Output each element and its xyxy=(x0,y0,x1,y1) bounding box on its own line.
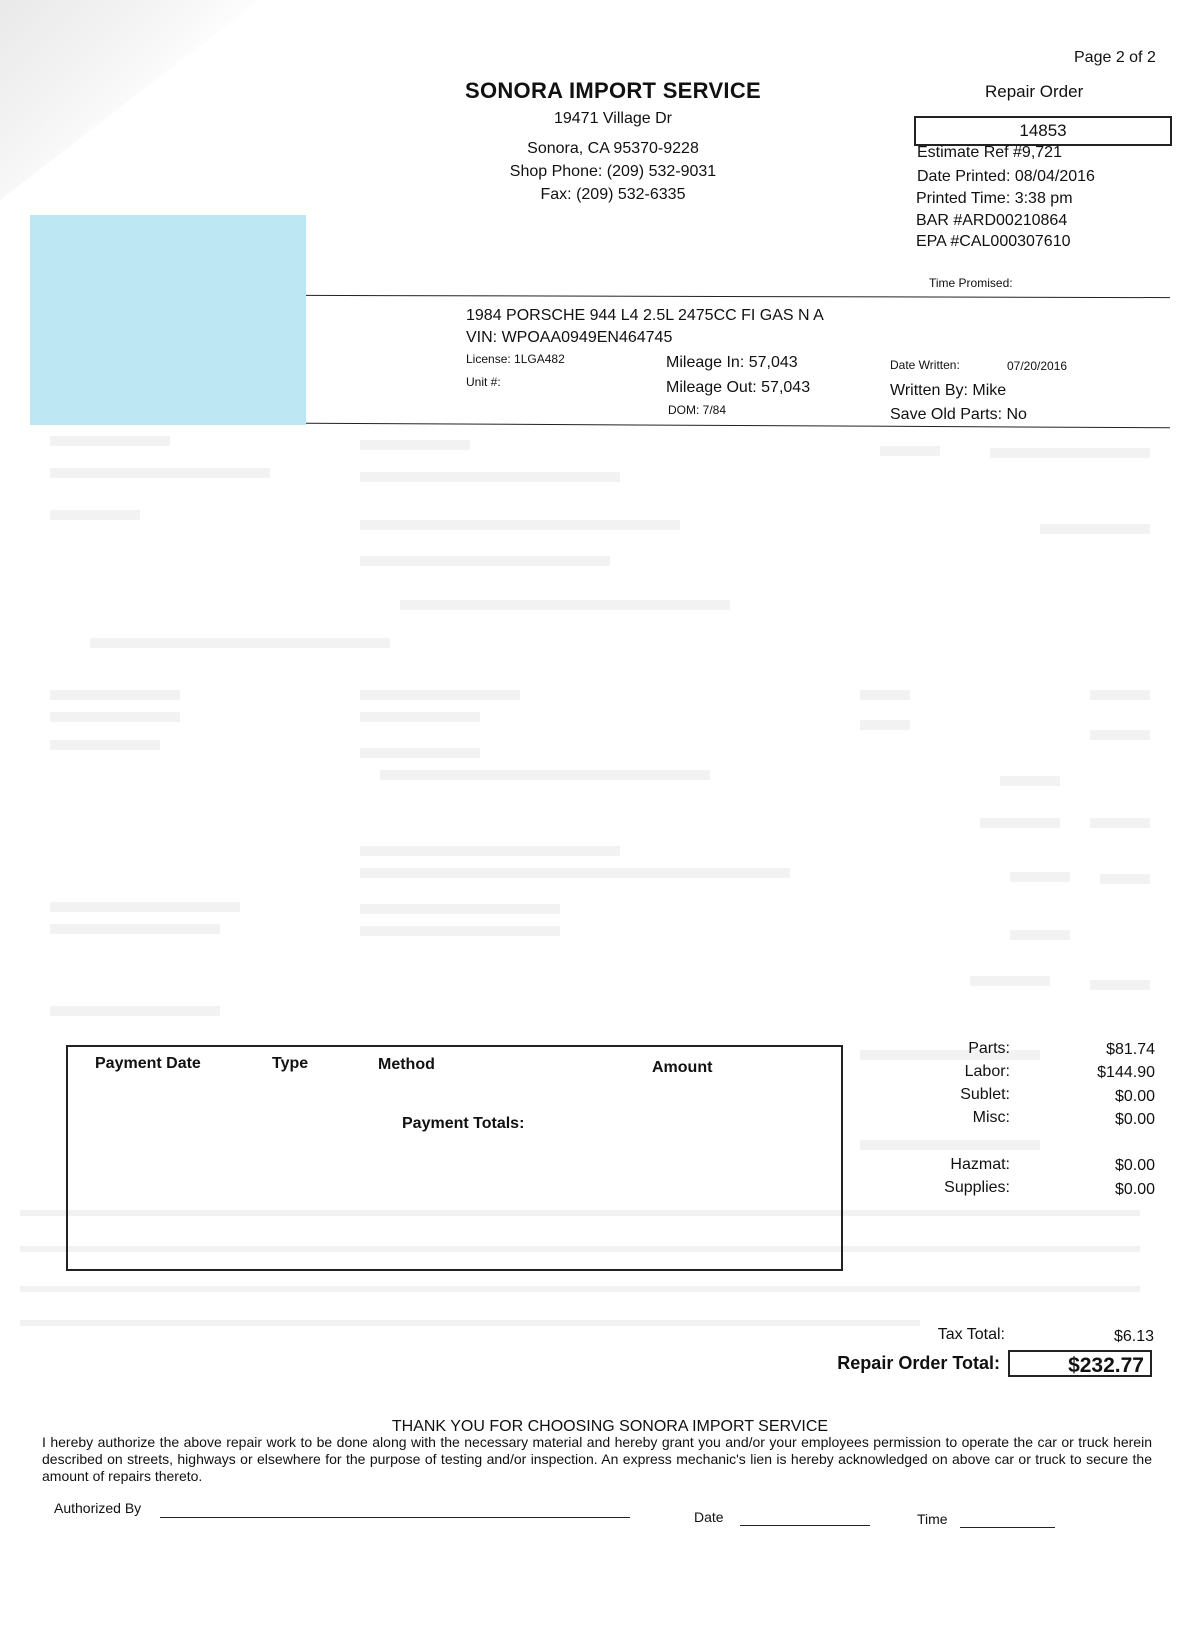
authorization-text: I hereby authorize the above repair work to be done along with the necessary material and hereby grant you and/or your employees permission to operate the car or truck herein described on streets, highways or elsewhere for the purpose of testing and/or inspection. An express mechanic's lien is hereby acknowledged on above car or truck to secure the amount of repairs thereto. xyxy=(42,1434,1152,1484)
authorized-by-label: Authorized By xyxy=(54,1500,142,1516)
supplies-label: Supplies: xyxy=(944,1179,1010,1196)
parts-label: Parts: xyxy=(968,1040,1010,1057)
shop-address-line1: 19471 Village Dr xyxy=(553,110,672,127)
printed-time: Printed Time: 3:38 pm xyxy=(916,190,1073,207)
payment-type-header: Type xyxy=(272,1055,309,1072)
repair-order-total-label: Repair Order Total: xyxy=(837,1353,1000,1373)
bar-number: BAR #ARD00210864 xyxy=(916,212,1068,229)
page-number: Page 2 of 2 xyxy=(1074,49,1156,66)
time-label: Time xyxy=(917,1511,948,1527)
hazmat-value: $0.00 xyxy=(1114,1157,1155,1174)
sublet-label: Sublet: xyxy=(960,1086,1010,1103)
vehicle-description: 1984 PORSCHE 944 L4 2.5L 2475CC FI GAS N A xyxy=(466,307,824,324)
redacted-customer-block xyxy=(30,215,306,425)
thank-you-message: THANK YOU FOR CHOOSING SONORA IMPORT SERVICE xyxy=(391,1418,829,1435)
payment-method-header: Method xyxy=(378,1056,435,1073)
mileage-out: Mileage Out: 57,043 xyxy=(666,379,811,396)
hazmat-label: Hazmat: xyxy=(950,1156,1010,1173)
tax-total-value: $6.13 xyxy=(1113,1328,1154,1345)
labor-label: Labor: xyxy=(964,1063,1010,1080)
shop-address-line2: Sonora, CA 95370-9228 xyxy=(527,140,699,157)
epa-number: EPA #CAL000307610 xyxy=(916,233,1071,250)
written-by: Written By: Mike xyxy=(890,382,1007,399)
payment-totals-label: Payment Totals: xyxy=(402,1115,525,1132)
misc-label: Misc: xyxy=(972,1109,1010,1126)
supplies-value: $0.00 xyxy=(1114,1181,1155,1198)
unit-number: Unit #: xyxy=(466,375,501,389)
doc-type-title: Repair Order xyxy=(985,82,1084,101)
misc-value: $0.00 xyxy=(1114,1111,1155,1128)
time-promised-label: Time Promised: xyxy=(929,276,1013,290)
vehicle-divider xyxy=(306,423,1170,429)
time-signature-line[interactable] xyxy=(960,1527,1055,1528)
header-divider xyxy=(306,295,1170,298)
shop-phone: Shop Phone: (209) 532-9031 xyxy=(509,163,717,180)
save-old-parts: Save Old Parts: No xyxy=(890,406,1027,423)
date-written-value: 07/20/2016 xyxy=(1007,359,1068,373)
labor-value: $144.90 xyxy=(1097,1064,1155,1081)
payment-amount-header: Amount xyxy=(652,1059,713,1076)
date-signature-line[interactable] xyxy=(740,1525,870,1526)
shop-name: SONORA IMPORT SERVICE xyxy=(464,78,761,103)
sublet-value: $0.00 xyxy=(1114,1088,1155,1105)
repair-order-total-value: $232.77 xyxy=(1008,1350,1152,1377)
date-of-manufacture: DOM: 7/84 xyxy=(668,403,727,417)
mileage-in: Mileage In: 57,043 xyxy=(666,354,798,371)
date-printed: Date Printed: 08/04/2016 xyxy=(917,168,1095,185)
payment-box xyxy=(66,1045,843,1271)
estimate-ref: Estimate Ref #9,721 xyxy=(917,144,1062,161)
payment-date-header: Payment Date xyxy=(95,1055,201,1072)
page-fold-shadow xyxy=(0,0,260,200)
parts-value: $81.74 xyxy=(1106,1041,1155,1058)
license-plate: License: 1LGA482 xyxy=(466,352,565,366)
authorized-by-signature-line[interactable] xyxy=(160,1517,630,1518)
vehicle-vin: VIN: WPOAA0949EN464745 xyxy=(466,329,673,346)
shop-fax: Fax: (209) 532-6335 xyxy=(540,186,686,203)
date-written-label: Date Written: xyxy=(890,358,960,372)
repair-order-number: 14853 xyxy=(914,116,1172,146)
date-label: Date xyxy=(694,1509,724,1525)
tax-total-label: Tax Total: xyxy=(937,1326,1005,1343)
